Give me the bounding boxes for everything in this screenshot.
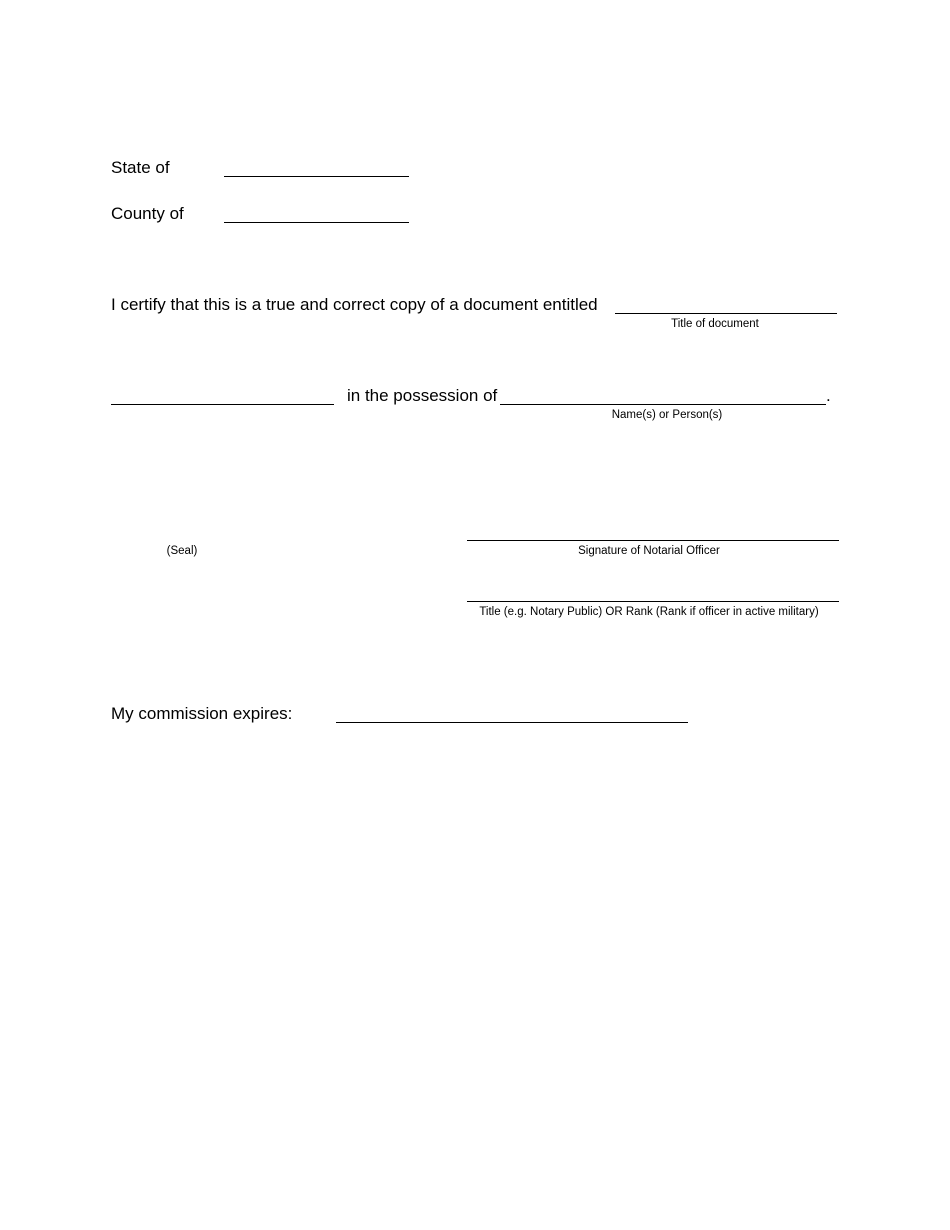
signature-line[interactable] bbox=[467, 540, 839, 541]
certify-statement: I certify that this is a true and correct copy of a document entitled bbox=[111, 295, 598, 314]
title-rank-line[interactable] bbox=[467, 601, 839, 602]
sentence-period: . bbox=[826, 386, 831, 405]
state-label: State of bbox=[111, 158, 170, 177]
possessor-names-blank[interactable] bbox=[500, 404, 826, 405]
seal-placeholder: (Seal) bbox=[166, 545, 198, 557]
document-title-blank[interactable] bbox=[615, 313, 837, 314]
county-blank[interactable] bbox=[224, 222, 409, 223]
commission-expiry-blank[interactable] bbox=[336, 722, 688, 723]
signature-caption: Signature of Notarial Officer bbox=[578, 545, 720, 557]
state-blank[interactable] bbox=[224, 176, 409, 177]
possession-text: in the possession of bbox=[347, 386, 498, 405]
title-rank-caption: Title (e.g. Notary Public) OR Rank (Rank if officer in active military) bbox=[479, 606, 819, 618]
names-caption: Name(s) or Person(s) bbox=[611, 409, 723, 421]
document-title-continuation-blank[interactable] bbox=[111, 404, 334, 405]
county-label: County of bbox=[111, 204, 184, 223]
title-of-document-caption: Title of document bbox=[671, 318, 759, 330]
commission-label: My commission expires: bbox=[111, 704, 293, 723]
